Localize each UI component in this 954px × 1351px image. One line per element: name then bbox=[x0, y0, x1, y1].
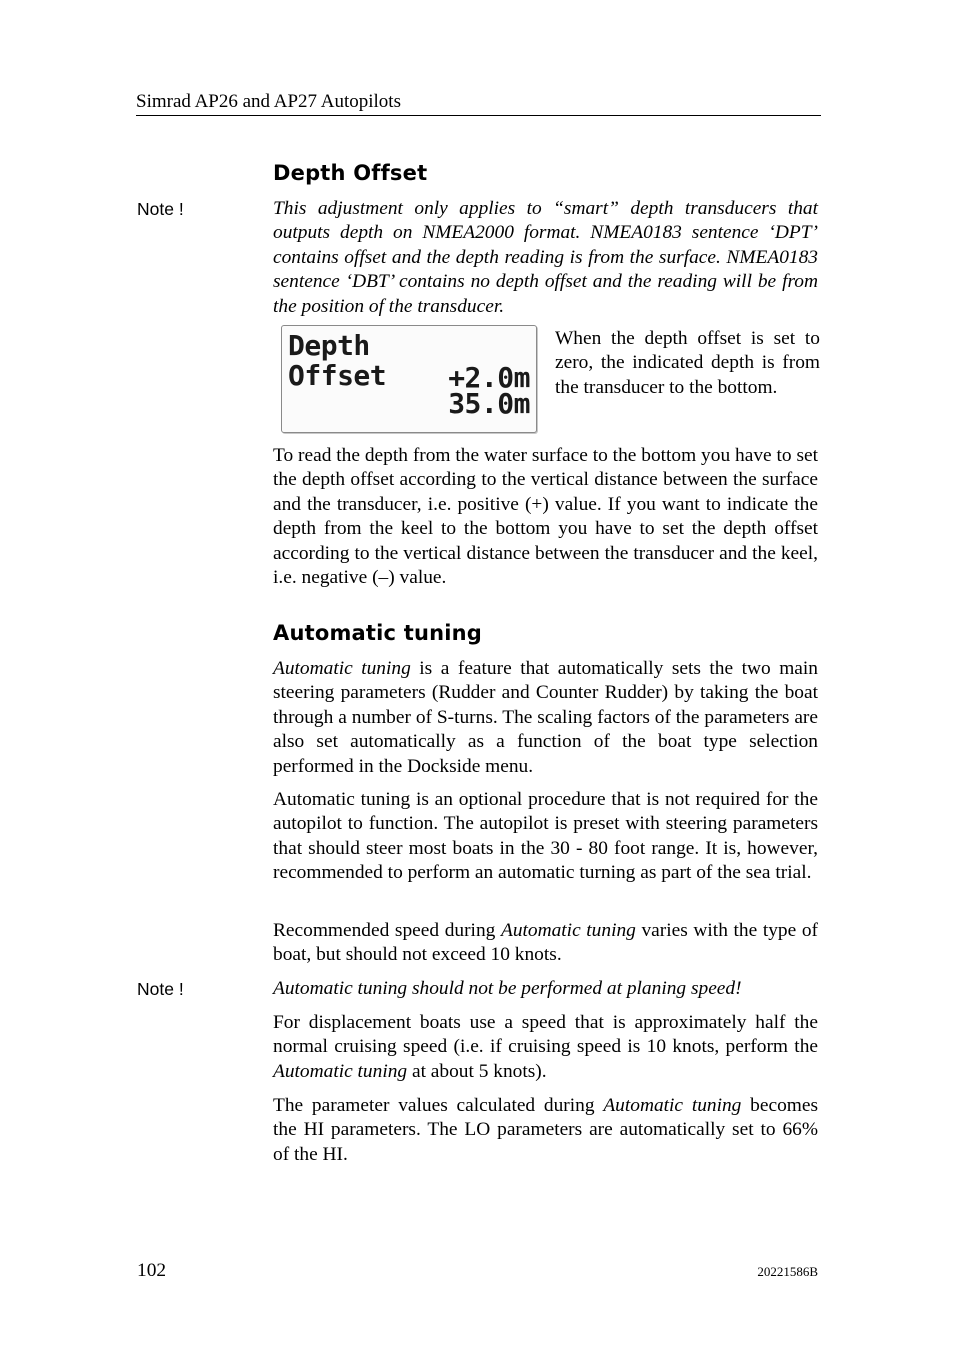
document-number: 20221586B bbox=[757, 1264, 818, 1279]
note-text-tuning: Automatic tuning should not be performed at planing speed! bbox=[273, 978, 742, 999]
display-label-line2: Offset bbox=[288, 359, 387, 392]
tuning-paragraph-1 bbox=[273, 657, 818, 779]
tuning-paragraph-1-text: is a feature that automatically sets the two main steering parameters (Rudder and Counter Rudder) by taking the boat through a number of S-turns. The scaling factors of the parameters are also set automatically as a function of the boat type selection performed in the Dockside menu. bbox=[273, 658, 818, 777]
heading-depth-offset: Depth Offset bbox=[273, 161, 428, 185]
tuning-term: Automatic tuning bbox=[500, 920, 636, 941]
tuning-paragraph-4-text: at about 5 knots). bbox=[407, 1060, 547, 1082]
display-depth-value: 35.0m bbox=[448, 387, 530, 420]
depth-offset-body: To read the depth from the water surface to the bottom you have to set the depth offset according to the vertical distance between the surface and the transducer, i.e. positive (+) value. If you want to indicate the depth from the keel to the bottom you have to set the depth offset according to the vertical distance between the transducer and the keel, i.e. negative (–) value. bbox=[273, 445, 818, 589]
tuning-paragraph-5-text: becomes the HI parameters. The LO parameters are automatically set to 66% of the HI. bbox=[273, 1095, 818, 1165]
tuning-term: Automatic tuning bbox=[603, 1095, 742, 1116]
header-rule bbox=[136, 115, 821, 116]
page-number: 102 bbox=[137, 1260, 167, 1281]
display-label-line1: Depth bbox=[288, 329, 370, 362]
depth-offset-side-text: When the depth offset is set to zero, the indicated depth is from the transducer to the bottom. bbox=[555, 328, 820, 398]
running-header: Simrad AP26 and AP27 Autopilots bbox=[136, 91, 401, 112]
tuning-paragraph-3-lead: Recommended speed during bbox=[273, 920, 501, 941]
tuning-paragraph-4-lead: For displacement boats use a speed that is approximately half the normal cruising speed (i.e. if cruising speed is 10 knots, perform the bbox=[273, 1012, 818, 1058]
depth-offset-display bbox=[281, 325, 537, 433]
note-label-tuning: Note ! bbox=[137, 979, 184, 999]
tuning-paragraph-5 bbox=[273, 1094, 818, 1167]
note-label-depth: Note ! bbox=[137, 199, 184, 219]
note-text-depth: This adjustment only applies to “smart” depth transducers that outputs depth on NMEA2000 format. NMEA0183 sentence ‘DPT’ contains offset and the depth reading is from the surface. NMEA0183 sentence ‘DBT’ contains no depth offset and the reading will be from the position of the transducer. bbox=[273, 198, 818, 317]
tuning-term: Automatic tuning bbox=[273, 1060, 408, 1082]
tuning-term: Automatic tuning bbox=[273, 658, 411, 679]
tuning-paragraph-5-lead: The parameter values calculated during bbox=[273, 1095, 604, 1116]
tuning-paragraph-2: Automatic tuning is an optional procedure that is not required for the autopilot to function. The autopilot is preset with steering parameters that should steer most boats in the 30 - 80 foot range. It is, however, recommended to perform an automatic turning as part of the sea trial. bbox=[273, 789, 818, 884]
tuning-paragraph-4 bbox=[273, 1011, 818, 1084]
tuning-paragraph-3 bbox=[273, 919, 818, 968]
heading-automatic-tuning: Automatic tuning bbox=[273, 621, 483, 645]
display-offset-value: +2.0m bbox=[448, 361, 530, 394]
tuning-paragraph-3-text: varies with the type of boat, but should not exceed 10 knots. bbox=[273, 920, 818, 966]
